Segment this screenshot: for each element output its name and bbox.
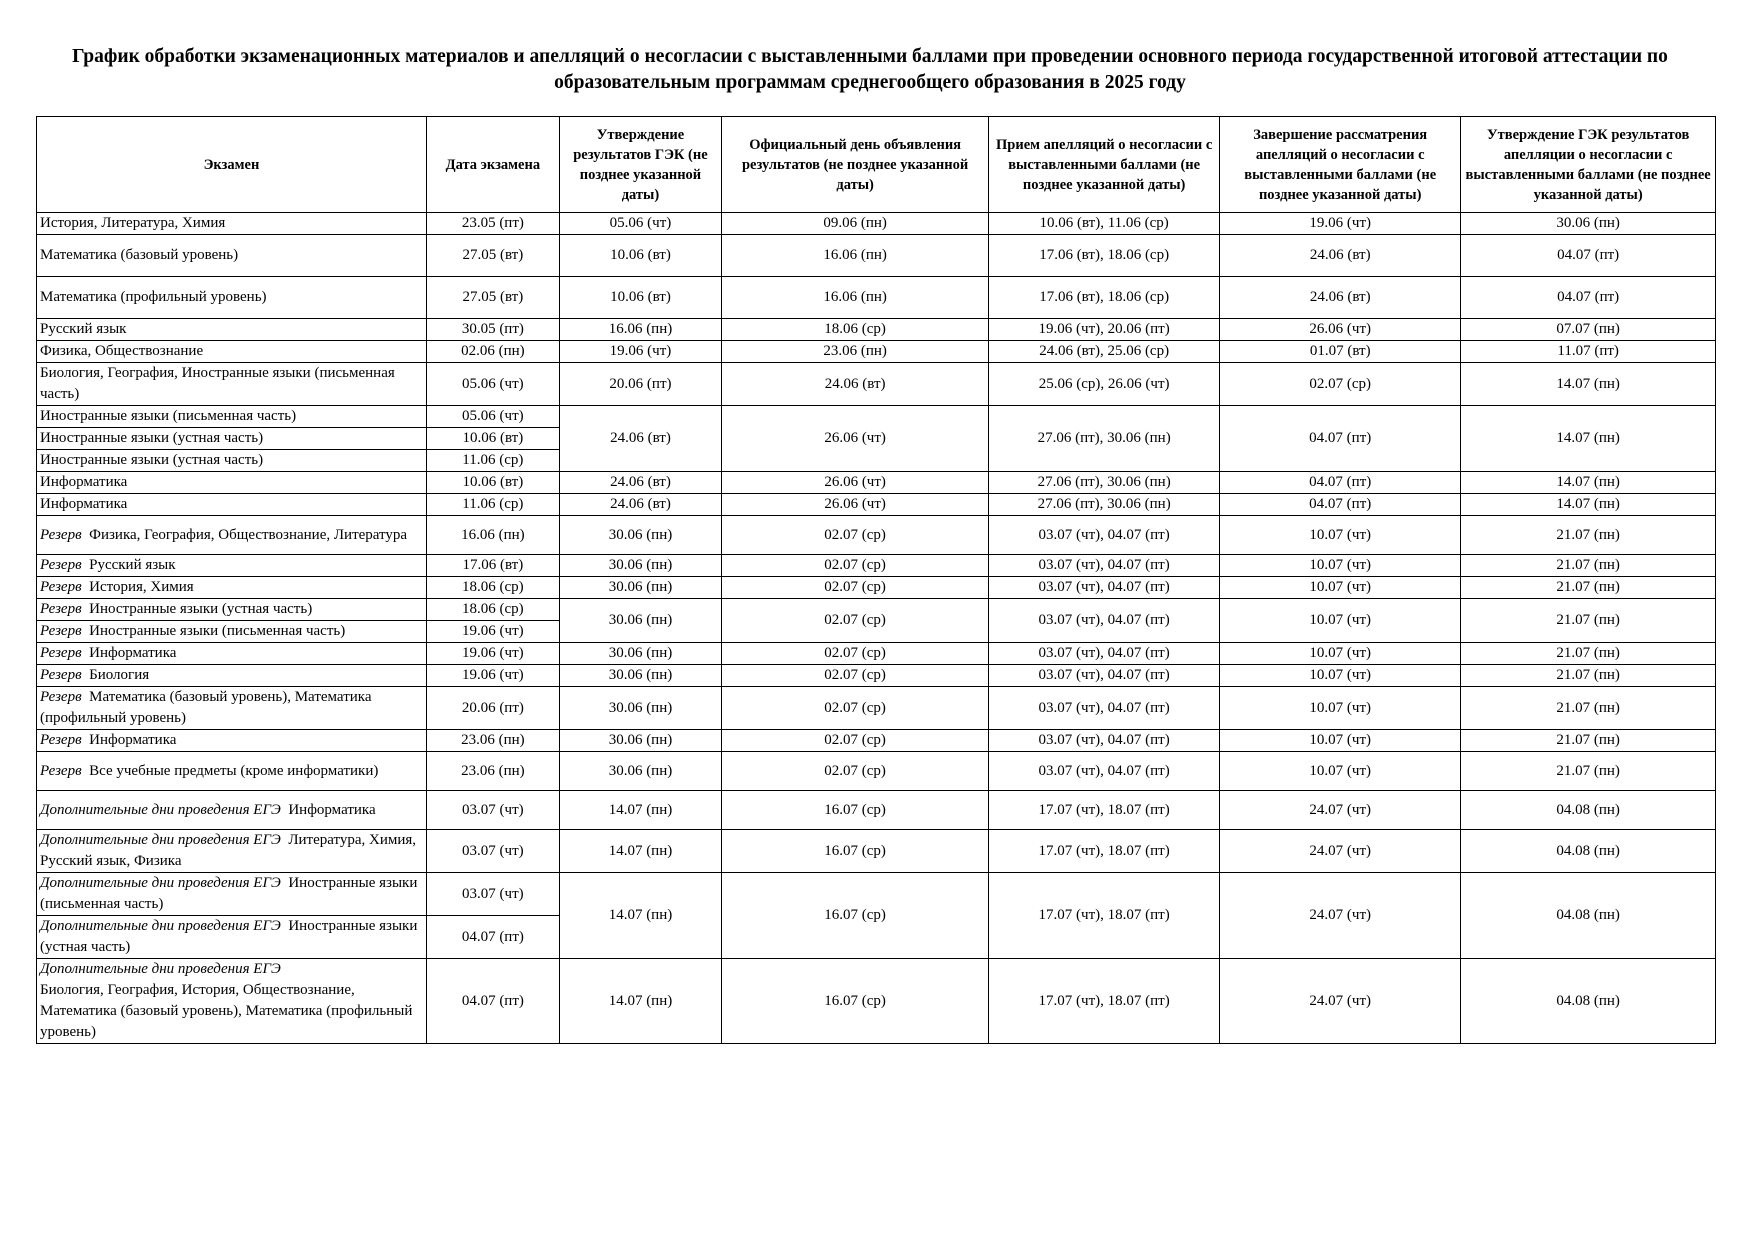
exam-cell [37, 665, 427, 687]
appeal-accept: 03.07 (чт), 04.07 (пт) [989, 752, 1220, 791]
table-row [37, 319, 1716, 341]
gek-approval: 30.06 (пн) [559, 555, 721, 577]
extra-days-prefix: Дополнительные дни проведения ЕГЭ [40, 961, 281, 977]
appeal-accept: 03.07 (чт), 04.07 (пт) [989, 599, 1220, 643]
gek-approval: 30.06 (пн) [559, 599, 721, 643]
appeal-complete: 10.07 (чт) [1220, 687, 1461, 730]
exam-name: Информатика [89, 732, 177, 748]
exam-name: Информатика [40, 496, 128, 512]
gek-appeal-approval: 14.07 (пн) [1461, 472, 1716, 494]
exam-date: 05.06 (чт) [426, 406, 559, 428]
reserve-prefix: Резерв [40, 557, 82, 573]
appeal-complete: 19.06 (чт) [1220, 213, 1461, 235]
appeal-complete: 24.07 (чт) [1220, 830, 1461, 873]
table-row [37, 791, 1716, 830]
table-row [37, 406, 1716, 428]
announce: 02.07 (ср) [722, 752, 989, 791]
gek-approval: 20.06 (пт) [559, 363, 721, 406]
announce: 02.07 (ср) [722, 555, 989, 577]
reserve-prefix: Резерв [40, 645, 82, 661]
exam-cell [37, 341, 427, 363]
exam-date: 23.05 (пт) [426, 213, 559, 235]
exam-date: 03.07 (чт) [426, 830, 559, 873]
appeal-complete: 10.07 (чт) [1220, 516, 1461, 555]
gek-appeal-approval: 07.07 (пн) [1461, 319, 1716, 341]
table-row [37, 730, 1716, 752]
exam-cell [37, 752, 427, 791]
appeal-complete: 04.07 (пт) [1220, 494, 1461, 516]
appeal-complete: 02.07 (ср) [1220, 363, 1461, 406]
header-gek-approval: Утверждение результатов ГЭК (не позднее указанной даты) [559, 117, 721, 213]
table-row [37, 363, 1716, 406]
extra-days-prefix: Дополнительные дни проведения ЕГЭ [40, 918, 281, 934]
gek-approval: 30.06 (пн) [559, 687, 721, 730]
exam-date: 11.06 (ср) [426, 494, 559, 516]
appeal-accept: 17.06 (вт), 18.06 (ср) [989, 277, 1220, 319]
gek-appeal-approval: 21.07 (пн) [1461, 555, 1716, 577]
appeal-accept: 03.07 (чт), 04.07 (пт) [989, 555, 1220, 577]
exam-date: 11.06 (ср) [426, 450, 559, 472]
gek-approval: 14.07 (пн) [559, 959, 721, 1044]
exam-cell [37, 555, 427, 577]
exam-name: Физика, Обществознание [40, 343, 204, 359]
exam-date: 27.05 (вт) [426, 277, 559, 319]
appeal-accept: 03.07 (чт), 04.07 (пт) [989, 730, 1220, 752]
appeal-complete: 10.07 (чт) [1220, 643, 1461, 665]
table-row [37, 213, 1716, 235]
appeal-complete: 10.07 (чт) [1220, 730, 1461, 752]
reserve-prefix: Резерв [40, 526, 82, 543]
gek-appeal-approval: 30.06 (пн) [1461, 213, 1716, 235]
exam-date: 30.05 (пт) [426, 319, 559, 341]
gek-approval: 16.06 (пн) [559, 319, 721, 341]
gek-approval: 30.06 (пн) [559, 516, 721, 555]
announce: 16.07 (ср) [722, 873, 989, 959]
exam-cell [37, 830, 427, 873]
appeal-complete: 10.07 (чт) [1220, 599, 1461, 643]
appeal-accept: 27.06 (пт), 30.06 (пн) [989, 494, 1220, 516]
gek-appeal-approval: 21.07 (пн) [1461, 730, 1716, 752]
table-row [37, 687, 1716, 730]
announce: 26.06 (чт) [722, 494, 989, 516]
gek-approval: 24.06 (вт) [559, 406, 721, 472]
exam-date: 19.06 (чт) [426, 643, 559, 665]
appeal-complete: 10.07 (чт) [1220, 555, 1461, 577]
table-row [37, 830, 1716, 873]
announce: 02.07 (ср) [722, 516, 989, 555]
gek-approval: 10.06 (вт) [559, 277, 721, 319]
exam-name: Информатика [89, 645, 177, 661]
appeal-accept: 25.06 (ср), 26.06 (чт) [989, 363, 1220, 406]
exam-name: История, Литература, Химия [40, 215, 226, 231]
gek-appeal-approval: 14.07 (пн) [1461, 363, 1716, 406]
exam-date: 05.06 (чт) [426, 363, 559, 406]
exam-cell [37, 363, 427, 406]
announce: 16.06 (пн) [722, 235, 989, 277]
exam-cell [37, 516, 427, 555]
exam-cell [37, 599, 427, 621]
appeal-complete: 24.07 (чт) [1220, 791, 1461, 830]
reserve-prefix: Резерв [40, 689, 82, 705]
exam-name: Литература, Химия, Русский язык, Физика [40, 832, 417, 869]
appeal-complete: 04.07 (пт) [1220, 472, 1461, 494]
appeal-accept: 17.07 (чт), 18.07 (пт) [989, 873, 1220, 959]
reserve-prefix: Резерв [40, 732, 82, 748]
header-announce: Официальный день объявления результатов (не позднее указанной даты) [722, 117, 989, 213]
gek-appeal-approval: 11.07 (пт) [1461, 341, 1716, 363]
exam-cell [37, 577, 427, 599]
exam-name: История, Химия [89, 579, 194, 595]
appeal-accept: 27.06 (пт), 30.06 (пн) [989, 472, 1220, 494]
gek-approval: 30.06 (пн) [559, 752, 721, 791]
gek-appeal-approval: 21.07 (пн) [1461, 516, 1716, 555]
exam-cell [37, 791, 427, 830]
exam-date: 17.06 (вт) [426, 555, 559, 577]
table-row [37, 472, 1716, 494]
appeal-complete: 24.07 (чт) [1220, 873, 1461, 959]
exam-cell [37, 916, 427, 959]
appeal-complete: 24.07 (чт) [1220, 959, 1461, 1044]
exam-cell [37, 406, 427, 428]
exam-name: Биология [89, 667, 150, 683]
appeal-accept: 17.07 (чт), 18.07 (пт) [989, 959, 1220, 1044]
reserve-prefix: Резерв [40, 667, 82, 683]
exam-cell [37, 213, 427, 235]
announce: 02.07 (ср) [722, 599, 989, 643]
gek-approval: 05.06 (чт) [559, 213, 721, 235]
announce: 16.07 (ср) [722, 791, 989, 830]
table-row [37, 341, 1716, 363]
exam-name: Биология, География, Иностранные языки (письменная часть) [40, 365, 395, 402]
exam-date: 19.06 (чт) [426, 621, 559, 643]
appeal-accept: 03.07 (чт), 04.07 (пт) [989, 516, 1220, 555]
announce: 26.06 (чт) [722, 406, 989, 472]
exam-name: Физика, География, Обществознание, Литература [89, 526, 408, 543]
appeal-complete: 24.06 (вт) [1220, 235, 1461, 277]
announce: 16.06 (пн) [722, 277, 989, 319]
announce: 02.07 (ср) [722, 665, 989, 687]
table-row [37, 235, 1716, 277]
gek-appeal-approval: 04.08 (пн) [1461, 791, 1716, 830]
appeal-accept: 24.06 (вт), 25.06 (ср) [989, 341, 1220, 363]
exam-date: 16.06 (пн) [426, 516, 559, 555]
table-row [37, 959, 1716, 1044]
exam-cell [37, 450, 427, 472]
exam-cell [37, 873, 427, 916]
extra-days-prefix: Дополнительные дни проведения ЕГЭ [40, 875, 281, 891]
exam-date: 18.06 (ср) [426, 577, 559, 599]
exam-date: 10.06 (вт) [426, 428, 559, 450]
appeal-accept: 03.07 (чт), 04.07 (пт) [989, 665, 1220, 687]
header-appeal-complete: Завершение рассматрения апелляций о несогласии с выставленными баллами (не позднее указанной даты) [1220, 117, 1461, 213]
exam-name: Иностранные языки (письменная часть) [40, 875, 418, 912]
announce: 09.06 (пн) [722, 213, 989, 235]
exam-cell [37, 730, 427, 752]
appeal-complete: 10.07 (чт) [1220, 577, 1461, 599]
exam-name: Математика (базовый уровень), Математика (профильный уровень) [40, 689, 372, 726]
gek-approval: 24.06 (вт) [559, 472, 721, 494]
exam-name: Русский язык [40, 321, 127, 337]
header-row [37, 117, 1716, 213]
table-row [37, 873, 1716, 916]
exam-name: Иностранные языки (устная часть) [89, 601, 313, 617]
exam-cell [37, 235, 427, 277]
exam-date: 23.06 (пн) [426, 752, 559, 791]
gek-approval: 14.07 (пн) [559, 873, 721, 959]
appeal-accept: 10.06 (вт), 11.06 (ср) [989, 213, 1220, 235]
gek-appeal-approval: 14.07 (пн) [1461, 494, 1716, 516]
announce: 02.07 (ср) [722, 687, 989, 730]
table-row [37, 665, 1716, 687]
table-row [37, 752, 1716, 791]
header-appeal-accept: Прием апелляций о несогласии с выставленными баллами (не позднее указанной даты) [989, 117, 1220, 213]
table-row [37, 577, 1716, 599]
exam-cell [37, 959, 427, 1044]
exam-name: Иностранные языки (письменная часть) [89, 623, 346, 639]
exam-name: Иностранные языки (письменная часть) [40, 408, 297, 424]
gek-approval: 24.06 (вт) [559, 494, 721, 516]
gek-approval: 30.06 (пн) [559, 730, 721, 752]
gek-approval: 30.06 (пн) [559, 643, 721, 665]
exam-cell [37, 277, 427, 319]
announce: 16.07 (ср) [722, 830, 989, 873]
gek-appeal-approval: 21.07 (пн) [1461, 577, 1716, 599]
announce: 24.06 (вт) [722, 363, 989, 406]
appeal-accept: 27.06 (пт), 30.06 (пн) [989, 406, 1220, 472]
table-row [37, 555, 1716, 577]
appeal-accept: 19.06 (чт), 20.06 (пт) [989, 319, 1220, 341]
exam-date: 02.06 (пн) [426, 341, 559, 363]
reserve-prefix: Резерв [40, 623, 82, 639]
announce: 02.07 (ср) [722, 577, 989, 599]
gek-approval: 10.06 (вт) [559, 235, 721, 277]
reserve-prefix: Резерв [40, 601, 82, 617]
header-date: Дата экзамена [426, 117, 559, 213]
exam-date: 23.06 (пн) [426, 730, 559, 752]
exam-name: Иностранные языки (устная часть) [40, 430, 264, 446]
exam-cell [37, 494, 427, 516]
appeal-accept: 17.06 (вт), 18.06 (ср) [989, 235, 1220, 277]
exam-cell [37, 621, 427, 643]
table-row [37, 643, 1716, 665]
exam-name: Иностранные языки (устная часть) [40, 452, 264, 468]
gek-appeal-approval: 14.07 (пн) [1461, 406, 1716, 472]
gek-appeal-approval: 04.07 (пт) [1461, 235, 1716, 277]
exam-date: 04.07 (пт) [426, 916, 559, 959]
exam-date: 19.06 (чт) [426, 665, 559, 687]
exam-cell [37, 319, 427, 341]
schedule-table [36, 116, 1716, 1044]
appeal-complete: 10.07 (чт) [1220, 752, 1461, 791]
appeal-complete: 04.07 (пт) [1220, 406, 1461, 472]
appeal-complete: 01.07 (вт) [1220, 341, 1461, 363]
table-row [37, 516, 1716, 555]
exam-name: Информатика [288, 801, 376, 818]
appeal-complete: 10.07 (чт) [1220, 665, 1461, 687]
exam-cell [37, 687, 427, 730]
gek-approval: 14.07 (пн) [559, 830, 721, 873]
announce: 02.07 (ср) [722, 730, 989, 752]
gek-appeal-approval: 04.08 (пн) [1461, 873, 1716, 959]
table-row [37, 494, 1716, 516]
exam-cell [37, 472, 427, 494]
exam-name: Иностранные языки (устная часть) [40, 918, 418, 955]
table-row [37, 277, 1716, 319]
appeal-accept: 03.07 (чт), 04.07 (пт) [989, 687, 1220, 730]
appeal-accept: 03.07 (чт), 04.07 (пт) [989, 643, 1220, 665]
exam-date: 20.06 (пт) [426, 687, 559, 730]
exam-cell [37, 428, 427, 450]
page-title: График обработки экзаменационных материалов и апелляций о несогласии с выставленными баллами при проведении основного периода государственной итоговой аттестации по образовательным программам среднегообщего образования в 2025 году [72, 46, 1668, 93]
extra-days-prefix: Дополнительные дни проведения ЕГЭ [40, 832, 281, 848]
announce: 23.06 (пн) [722, 341, 989, 363]
appeal-accept: 03.07 (чт), 04.07 (пт) [989, 577, 1220, 599]
gek-appeal-approval: 21.07 (пн) [1461, 643, 1716, 665]
exam-cell [37, 643, 427, 665]
header-exam: Экзамен [37, 117, 427, 213]
gek-appeal-approval: 21.07 (пн) [1461, 752, 1716, 791]
gek-appeal-approval: 04.08 (пн) [1461, 959, 1716, 1044]
exam-date: 10.06 (вт) [426, 472, 559, 494]
exam-date: 04.07 (пт) [426, 959, 559, 1044]
gek-appeal-approval: 04.07 (пт) [1461, 277, 1716, 319]
appeal-accept: 17.07 (чт), 18.07 (пт) [989, 830, 1220, 873]
announce: 16.07 (ср) [722, 959, 989, 1044]
gek-appeal-approval: 21.07 (пн) [1461, 665, 1716, 687]
exam-date: 03.07 (чт) [426, 791, 559, 830]
table-row [37, 599, 1716, 621]
exam-name: Информатика [40, 474, 128, 490]
extra-days-prefix: Дополнительные дни проведения ЕГЭ [40, 801, 281, 818]
gek-approval: 30.06 (пн) [559, 665, 721, 687]
announce: 18.06 (ср) [722, 319, 989, 341]
exam-name: Математика (базовый уровень) [40, 247, 239, 263]
exam-name: Биология, География, История, Обществознание, Математика (базовый уровень), Математика (профильный уровень) [40, 982, 413, 1040]
announce: 02.07 (ср) [722, 643, 989, 665]
reserve-prefix: Резерв [40, 579, 82, 595]
announce: 26.06 (чт) [722, 472, 989, 494]
gek-appeal-approval: 21.07 (пн) [1461, 599, 1716, 643]
appeal-complete: 24.06 (вт) [1220, 277, 1461, 319]
exam-date: 18.06 (ср) [426, 599, 559, 621]
gek-appeal-approval: 21.07 (пн) [1461, 687, 1716, 730]
gek-approval: 19.06 (чт) [559, 341, 721, 363]
exam-date: 27.05 (вт) [426, 235, 559, 277]
reserve-prefix: Резерв [40, 762, 82, 779]
exam-name: Русский язык [89, 557, 176, 573]
header-gek-appeal-approval: Утверждение ГЭК результатов апелляции о несогласии с выставленными баллами (не позднее указанной даты) [1461, 117, 1716, 213]
exam-date: 03.07 (чт) [426, 873, 559, 916]
gek-approval: 14.07 (пн) [559, 791, 721, 830]
exam-name: Все учебные предметы (кроме информатики) [89, 762, 379, 779]
appeal-accept: 17.07 (чт), 18.07 (пт) [989, 791, 1220, 830]
exam-name: Математика (профильный уровень) [40, 289, 267, 305]
appeal-complete: 26.06 (чт) [1220, 319, 1461, 341]
gek-approval: 30.06 (пн) [559, 577, 721, 599]
gek-appeal-approval: 04.08 (пн) [1461, 830, 1716, 873]
